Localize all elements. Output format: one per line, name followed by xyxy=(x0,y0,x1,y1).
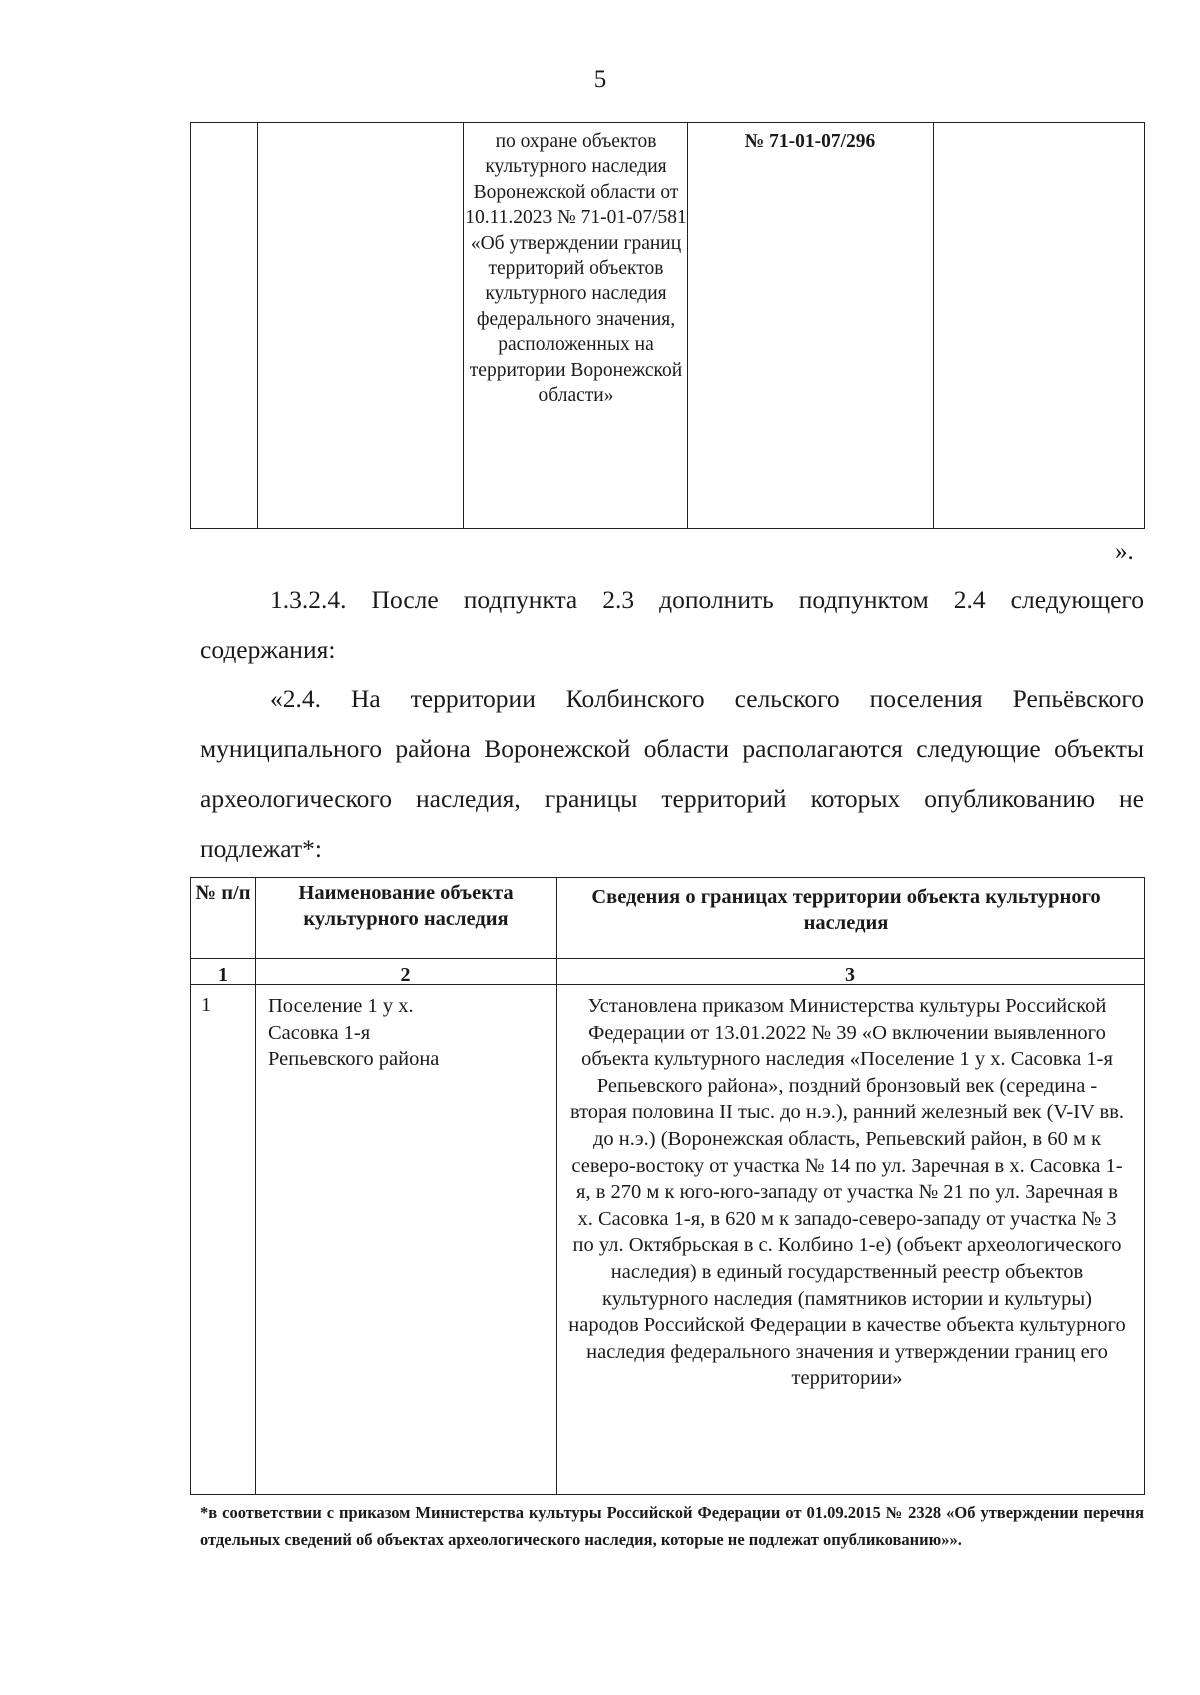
table-column-divider xyxy=(257,123,258,528)
column-number-2: 2 xyxy=(400,964,411,986)
archaeological-objects-table xyxy=(190,877,1145,1495)
table-header-divider xyxy=(191,958,1144,959)
header-boundary-info: Сведения о границах территории объекта культурного наследия xyxy=(591,886,1101,934)
paragraph-1-3-2-4: 1.3.2.4. После подпункта 2.3 дополнить подпунктом 2.4 следующего содержания: xyxy=(200,585,1144,664)
table-column-divider xyxy=(687,123,688,528)
column-number-3: 3 xyxy=(845,964,855,986)
column-number-1: 1 xyxy=(218,964,228,986)
table-column-divider xyxy=(463,123,464,528)
closing-quote: ». xyxy=(1115,538,1134,565)
paragraph-2-4: «2.4. На территории Колбинского сельского поселения Репьёвского муниципального района Воронежской области располагаются следующие объекты археологического наследия, границы территорий которых опубликованию не подлежат*: xyxy=(200,684,1144,863)
continuation-cell-number: № 71-01-07/296 xyxy=(744,131,876,152)
continuation-cell-document: по охране объектов культурного наследия Воронежской области от 10.11.2023 № 71-01-07/581 «Об утверждении границ территорий объектов культурного наследия федерального значения, расположенных на территории Воронежской области» xyxy=(465,131,687,407)
page-number: 5 xyxy=(593,66,607,93)
row-number: 1 xyxy=(201,994,212,1016)
continuation-table xyxy=(190,122,1145,529)
header-number: № п/п xyxy=(195,882,251,904)
footnote: *в соответствии с приказом Министерства культуры Российской Федерации от 01.09.2015 № 2328 «Об утверждении перечня отдельных сведений об объектах археологического наследия, которые не подлежат опубликованию»». xyxy=(200,1503,1144,1549)
row-boundary-info: Установлена приказом Министерства культуры Российской Федерации от 13.01.2022 № 39 «О включении выявленного объекта культурного наследия «Поселение 1 у х. Сасовка 1-я Репьевского района», поздний бронзовый век (середина - вторая половина II тыс. до н.э.), ранний железный век (V-IV вв. до н.э.) (Воронежская область, Репьевский район, в 60 м к северо-востоку от участка № 14 по ул. Заречная в х. Сасовка 1-я, в 270 м к юго-юго-западу от участка № 21 по ул. Заречная в х. Сасовка 1-я, в 620 м к западо-северо-западу от участка № 3 по ул. Октябрьская в с. Колбино 1-е) (объект археологического наследия) в единый государственный реестр объектов культурного наследия (памятников истории и культуры) народов Российской Федерации в качестве объекта культурного наследия федерального значения и утверждении границ его территории» xyxy=(568,995,1126,1390)
row-object-name: Поселение 1 у х. Сасовка 1-я Репьевского района xyxy=(268,995,440,1070)
table-column-divider xyxy=(933,123,934,528)
header-object-name: Наименование объекта культурного наследия xyxy=(298,882,514,930)
